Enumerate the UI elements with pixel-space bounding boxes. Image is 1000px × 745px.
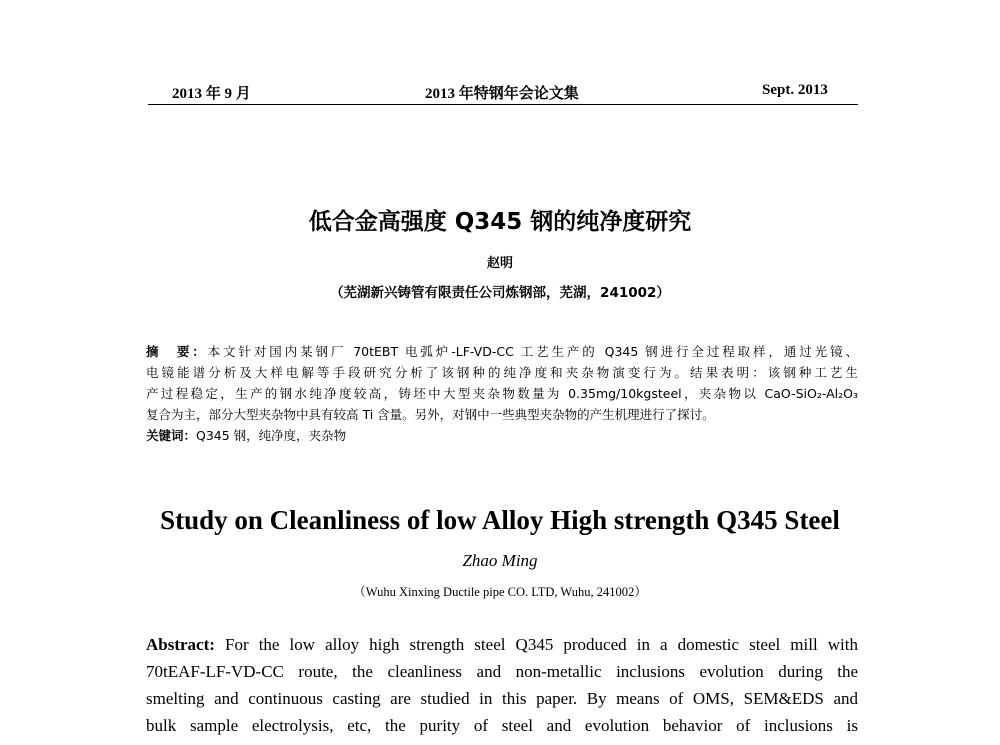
author-en: Zhao Ming — [462, 551, 538, 570]
abstract-cn-line: 电镜能谱分析及大样电解等手段研究分析了该钢种的纯净度和夹杂物演变行为。结果表明：该钢种工艺生 — [146, 365, 858, 380]
abstract-en-line: smelting and continuous casting are studied in this paper. By means of OMS, SEM&EDS and — [146, 689, 858, 708]
abstract-cn-line: 产过程稳定，生产的钢水纯净度较高，铸坯中大型夹杂物数量为 0.35mg/10kgsteel，夹杂物以 CaO-SiO₂-Al₂O₃ — [146, 386, 858, 401]
abstract-cn-line: 本文针对国内某钢厂 70tEBT 电弧炉-LF-VD-CC 工艺生产的 Q345 钢进行全过程取样，通过光镜、 — [207, 344, 858, 359]
abstract-cn-line: 复合为主，部分大型夹杂物中具有较高 Ti 含量。另外，对钢中一些典型夹杂物的产生机理进行了探讨。 — [146, 407, 715, 422]
paper-title-cn: 低合金高强度 Q345 钢的纯净度研究 — [308, 209, 692, 235]
header-date-en: Sept. 2013 — [762, 82, 828, 98]
keywords: Q345 钢，纯净度，夹杂物 — [196, 428, 347, 443]
author-cn: 赵明 — [486, 256, 513, 271]
abstract-cn — [146, 341, 858, 446]
header-proceedings-title: 2013 年特钢年会论文集 — [425, 86, 579, 102]
abstract-en-line: For the low alloy high strength steel Q345 produced in a domestic steel mill with — [225, 635, 858, 654]
abstract-en-line: bulk sample electrolysis, etc, the purity of steel and evolution behavior of inclusions is — [146, 716, 858, 735]
keywords-label: 关键词： — [146, 428, 197, 443]
paper-title-en: Study on Cleanliness of low Alloy High strength Q345 Steel — [160, 505, 840, 535]
header-date: 2013 年 9 月 — [172, 86, 251, 102]
abstract-en — [146, 631, 858, 739]
affiliation-cn: （芜湖新兴铸管有限责任公司炼钢部，芜湖，241002） — [330, 285, 670, 301]
abstract-en-label: Abstract: — [146, 635, 215, 654]
abstract-en-line: 70tEAF-LF-VD-CC route, the cleanliness and non-metallic inclusions evolution during the — [146, 662, 858, 681]
abstract-cn-label: 摘 要： — [146, 344, 208, 359]
affiliation-en: （Wuhu Xinxing Ductile pipe CO. LTD, Wuhu, 241002） — [353, 585, 647, 599]
header-rule — [148, 104, 858, 105]
